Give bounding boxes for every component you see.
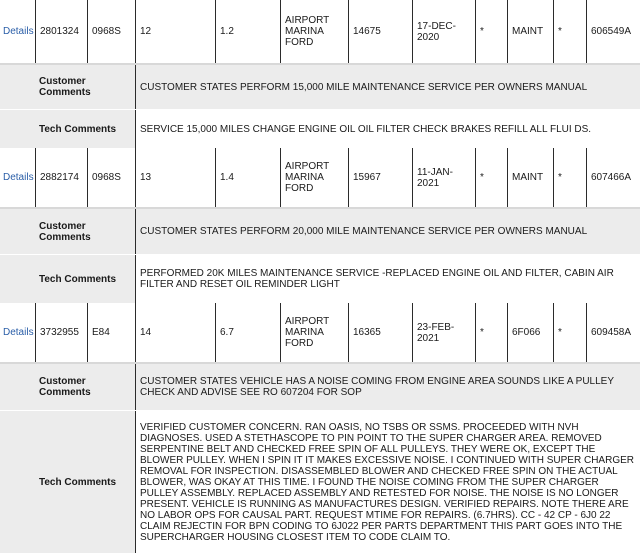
type-cell: MAINT <box>507 148 553 207</box>
ro-cell: 3732955 <box>35 303 87 362</box>
tech-comments-row <box>0 411 640 553</box>
table-row <box>0 303 640 362</box>
date-cell: 23-FEB-2021 <box>412 303 475 362</box>
flag-cell: * <box>475 148 507 207</box>
hours-cell: 6.7 <box>215 303 280 362</box>
hours-cell: 1.2 <box>215 0 280 63</box>
number-cell: 607466A <box>586 148 640 207</box>
dealer-cell: AIRPORT MARINA FORD <box>280 148 348 207</box>
details-link[interactable]: Details <box>3 327 34 338</box>
date-cell: 11-JAN-2021 <box>412 148 475 207</box>
details-link[interactable]: Details <box>3 172 34 183</box>
tech-comment-text: VERIFIED CUSTOMER CONCERN. RAN OASIS, NO TSBS OR SSMS. PROCEEDED WITH NVH DIAGNOSES. USED A STETHASCOPE TO PIN POINT TO THE SUPER CHARGER AREA. REMOVED SERPENTINE BELT AND CHECKED FREE SPIN OF ALL PULLEYS. THEY WERE OK, EXCEPT THE BLOWER PULLEY. WHEN I SPIN IT IT MAKES EXCESSIVE NOISE. I CONTINUED WITH SUPER CHARGER REMOVAL FOR INSPECTION. DISASSEMBLED BLOWER AND CHECKED FREE SPIN ON THE ACTUAL BLOWER, WAS OKAY AT THIS TIME. I FOUND THE NOISE COMING FROM THE SUPER CHARGER PULLEY ASSEMBLY. REPLACED ASSEMBLY AND RETESTED FOR NOISE. THE NOISE IS NO LONGER PRESENT. VEHICLE IS RUNNING AS MANUFACTURES DESIGN. VERIFIED REPAIRS. NOTE THERE ARE NO LABOR OPS FOR CAUSAL PART. REQUEST MTIME FOR REPAIRS. (6.7HRS). CC - 42 CP - 6J0 22 CLAIM REJECTIN FOR BPN CODING TO 6J022 PER PARTS DEPARTMENT THIS PART GOES INTO THE SUPERCHARGER HOUSING CLOSEST ITEM TO CODE CLAIM TO. <box>135 411 640 553</box>
flag-cell: * <box>475 303 507 362</box>
flag-cell: * <box>475 0 507 63</box>
tech-comments-label: Tech Comments <box>39 476 117 488</box>
ro-cell: 2882174 <box>35 148 87 207</box>
customer-comment-text: CUSTOMER STATES PERFORM 15,000 MILE MAINTENANCE SERVICE PER OWNERS MANUAL <box>135 65 640 109</box>
tech-comments-row <box>0 255 640 303</box>
seq-cell: 12 <box>135 0 215 63</box>
mileage-cell: 14675 <box>348 0 412 63</box>
date-cell: 17-DEC-2020 <box>412 0 475 63</box>
mileage-cell: 15967 <box>348 148 412 207</box>
number-cell: 609458A <box>586 303 640 362</box>
tech-comment-text: PERFORMED 20K MILES MAINTENANCE SERVICE -REPLACED ENGINE OIL AND FILTER, CABIN AIR FILTER AND RESET OIL REMINDER LIGHT <box>135 255 640 303</box>
type-cell: MAINT <box>507 0 553 63</box>
customer-comments-row <box>0 65 640 109</box>
customer-comment-text: CUSTOMER STATES PERFORM 20,000 MILE MAINTENANCE SERVICE PER OWNERS MANUAL <box>135 209 640 254</box>
customer-comments-label: Customer Comments <box>39 220 91 243</box>
flag-cell: * <box>553 148 586 207</box>
tech-comment-text: SERVICE 15,000 MILES CHANGE ENGINE OIL OIL FILTER CHECK BRAKES REFILL ALL FLUI DS. <box>135 110 640 148</box>
code-cell: 0968S <box>87 148 135 207</box>
seq-cell: 13 <box>135 148 215 207</box>
flag-cell: * <box>553 303 586 362</box>
dealer-cell: AIRPORT MARINA FORD <box>280 303 348 362</box>
mileage-cell: 16365 <box>348 303 412 362</box>
code-cell: 0968S <box>87 0 135 63</box>
customer-comments-label: Customer Comments <box>39 76 91 98</box>
seq-cell: 14 <box>135 303 215 362</box>
hours-cell: 1.4 <box>215 148 280 207</box>
customer-comments-row <box>0 364 640 410</box>
tech-comments-row <box>0 110 640 148</box>
type-cell: 6F066 <box>507 303 553 362</box>
number-cell: 606549A <box>586 0 640 63</box>
details-link[interactable]: Details <box>3 26 34 37</box>
table-row <box>0 0 640 63</box>
dealer-cell: AIRPORT MARINA FORD <box>280 0 348 63</box>
customer-comments-label: Customer Comments <box>39 376 91 398</box>
customer-comment-text: CUSTOMER STATES VEHICLE HAS A NOISE COMING FROM ENGINE AREA SOUNDS LIKE A PULLEY CHECK AND ADVISE SEE RO 607204 FOR SOP <box>135 364 640 410</box>
tech-comments-label: Tech Comments <box>39 273 117 285</box>
code-cell: E84 <box>87 303 135 362</box>
customer-comments-row <box>0 209 640 254</box>
tech-comments-label: Tech Comments <box>39 123 117 135</box>
ro-cell: 2801324 <box>35 0 87 63</box>
table-row <box>0 148 640 207</box>
flag-cell: * <box>553 0 586 63</box>
